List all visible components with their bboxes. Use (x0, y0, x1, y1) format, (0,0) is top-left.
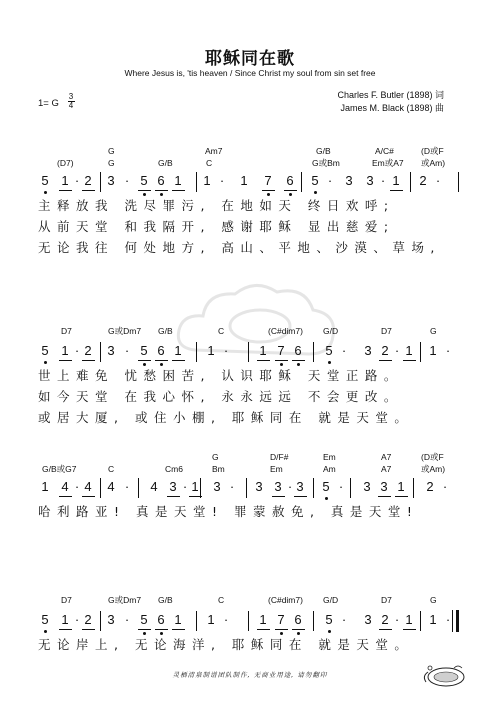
augmentation-dot: · (74, 343, 80, 358)
note: 3 (366, 173, 374, 188)
beam-underline (172, 629, 185, 630)
augmentation-dot: · (394, 343, 400, 358)
beam-underline (172, 190, 185, 191)
augmentation-dot: · (445, 343, 451, 358)
chord-symbol: D7 (61, 595, 72, 605)
octave-dot (44, 630, 47, 633)
chord-symbol: 或Am) (421, 464, 446, 474)
note: 3 (107, 343, 115, 358)
chord-symbol: D7 (381, 595, 392, 605)
barline (196, 172, 197, 192)
note: 3 (345, 173, 353, 188)
beam-underline (275, 629, 288, 630)
music-system (0, 316, 500, 436)
octave-dot (280, 363, 283, 366)
octave-dot (325, 497, 328, 500)
barline (248, 611, 249, 631)
note: 3 (364, 612, 372, 627)
note: 6 (294, 343, 302, 358)
lyric-line: 从前天堂 和我隔开, 感谢耶稣 显出慈爱; (38, 219, 395, 234)
composer-credit: James M. Black (1898) 曲 (340, 103, 444, 113)
beam-underline (82, 496, 95, 497)
note: 1 (240, 173, 248, 188)
beam-underline (59, 496, 72, 497)
chord-symbol: C (218, 326, 225, 336)
song-title: 耶稣同在歌 (205, 49, 295, 69)
beam-underline (138, 360, 151, 361)
barline (313, 342, 314, 362)
note: 4 (150, 479, 158, 494)
octave-dot (160, 632, 163, 635)
notation-row (0, 613, 500, 635)
note: 1 (405, 343, 413, 358)
chord-symbol: D/F# (270, 452, 289, 462)
beam-underline (262, 190, 275, 191)
beam-underline (155, 629, 168, 630)
beam-underline (167, 496, 180, 497)
note: 3 (213, 479, 221, 494)
note: 2 (84, 612, 92, 627)
note: 6 (157, 343, 165, 358)
lyric-line: 世上难免 忧愁困苦, 认识耶稣 天堂正路。 (38, 368, 403, 383)
lyricist-credit: Charles F. Butler (1898) 词 (337, 90, 444, 100)
augmentation-dot: · (341, 612, 347, 627)
octave-dot (267, 193, 270, 196)
chord-symbol: G (108, 146, 115, 156)
octave-dot (143, 363, 146, 366)
note: 6 (286, 173, 294, 188)
team-logo-icon (420, 662, 466, 688)
barline (301, 172, 302, 192)
barline (413, 478, 414, 498)
chord-symbol: C (108, 464, 115, 474)
beam-underline (275, 360, 288, 361)
note: 5 (41, 343, 49, 358)
augmentation-dot: · (287, 479, 293, 494)
chord-symbol: G/B或G7 (42, 464, 77, 474)
chord-symbol: G (212, 452, 219, 462)
beam-underline (138, 629, 151, 630)
barline (138, 478, 139, 498)
note: 1 (429, 612, 437, 627)
note: 1 (174, 173, 182, 188)
chord-symbol: G/B (158, 595, 173, 605)
beam-underline (257, 629, 270, 630)
note: 2 (84, 173, 92, 188)
chord-symbol: G (430, 595, 437, 605)
final-barline-thick (456, 610, 459, 632)
octave-dot (289, 193, 292, 196)
octave-dot (314, 191, 317, 194)
note: 3 (380, 479, 388, 494)
beam-underline (172, 360, 185, 361)
octave-dot (297, 632, 300, 635)
note: 5 (140, 173, 148, 188)
beam-underline (59, 190, 72, 191)
note: 1 (429, 343, 437, 358)
augmentation-dot: · (394, 612, 400, 627)
barline (196, 611, 197, 631)
beam-underline (284, 190, 297, 191)
chord-symbol: G/D (323, 326, 339, 336)
chord-symbol: G/B (158, 158, 173, 168)
beam-underline (59, 360, 72, 361)
lyric-line: 主释放我 洗尽罪污, 在地如天 终日欢呼; (38, 198, 395, 213)
octave-dot (297, 363, 300, 366)
augmentation-dot: · (124, 612, 130, 627)
note: 3 (364, 343, 372, 358)
note: 3 (363, 479, 371, 494)
augmentation-dot: · (124, 479, 130, 494)
note: 7 (277, 343, 285, 358)
chord-symbol: Em或A7 (372, 158, 404, 168)
augmentation-dot: · (327, 173, 333, 188)
barline (350, 478, 351, 498)
octave-dot (328, 361, 331, 364)
note: 1 (397, 479, 405, 494)
augmentation-dot: · (74, 173, 80, 188)
note: 1 (174, 612, 182, 627)
barline (313, 478, 314, 498)
chord-symbol: G/B (316, 146, 331, 156)
barline (420, 611, 421, 631)
chord-symbol: (C#dim7) (268, 326, 303, 336)
augmentation-dot: · (223, 612, 229, 627)
lyric-line: 或居大厦, 或住小棚, 耶稣同在 就是天堂。 (38, 410, 414, 425)
final-barline-thin (452, 610, 453, 632)
augmentation-dot: · (223, 343, 229, 358)
note: 3 (107, 612, 115, 627)
footer-note: 灵栖清泉制谱团队制作, 无商业用途, 请勿翻印 (172, 671, 328, 679)
note: 5 (140, 612, 148, 627)
augmentation-dot: · (74, 479, 80, 494)
beam-underline (294, 496, 307, 497)
beam-underline (403, 360, 416, 361)
chord-symbol: Am (323, 464, 336, 474)
octave-dot (160, 193, 163, 196)
chord-symbol: G/B (158, 326, 173, 336)
beam-underline (395, 496, 408, 497)
chord-symbol: G或Bm (312, 158, 340, 168)
note: 3 (274, 479, 282, 494)
chord-symbol: D7 (61, 326, 72, 336)
note: 5 (140, 343, 148, 358)
chord-symbol: A7 (381, 464, 392, 474)
chord-symbol: G (430, 326, 437, 336)
key-signature: 1= G (38, 98, 59, 109)
beam-underline (257, 360, 270, 361)
barline (100, 342, 101, 362)
octave-dot (143, 632, 146, 635)
chord-symbol: G或Dm7 (108, 326, 142, 336)
octave-dot (160, 363, 163, 366)
note: 4 (61, 479, 69, 494)
notation-row (0, 344, 500, 366)
note: 1 (61, 173, 69, 188)
lyric-line: 无论岸上, 无论海洋, 耶稣同在 就是天堂。 (38, 637, 414, 652)
beam-underline (155, 360, 168, 361)
note: 1 (61, 343, 69, 358)
note: 3 (169, 479, 177, 494)
chord-symbol: A7 (381, 452, 392, 462)
beam-underline (138, 190, 151, 191)
chord-symbol: 或Am) (421, 158, 446, 168)
note: 4 (84, 479, 92, 494)
augmentation-dot: · (380, 173, 386, 188)
barline (313, 611, 314, 631)
note: 1 (392, 173, 400, 188)
song-subtitle: Where Jesus is, 'tis heaven / Since Christ my soul from sin set free (124, 68, 376, 78)
note: 1 (259, 612, 267, 627)
augmentation-dot: · (124, 173, 130, 188)
beam-underline (292, 360, 305, 361)
augmentation-dot: · (124, 343, 130, 358)
beam-underline (378, 496, 391, 497)
beam-underline (379, 629, 392, 630)
barline (248, 342, 249, 362)
chord-symbol: G (108, 158, 115, 168)
note: 3 (255, 479, 263, 494)
augmentation-dot: · (435, 173, 441, 188)
chord-symbol: (D或F (421, 146, 444, 156)
chord-symbol: A/C# (375, 146, 394, 156)
augmentation-dot: · (219, 173, 225, 188)
chord-symbol: Cm6 (165, 464, 183, 474)
chord-symbol: C (218, 595, 225, 605)
barline (100, 172, 101, 192)
beam-underline (379, 360, 392, 361)
barline (100, 611, 101, 631)
note: 6 (157, 173, 165, 188)
note: 1 (207, 612, 215, 627)
chord-symbol: Em (270, 464, 283, 474)
note: 1 (191, 479, 199, 494)
augmentation-dot: · (341, 343, 347, 358)
time-signature-top: 3 (68, 92, 74, 101)
beam-underline (82, 360, 95, 361)
note: 1 (207, 343, 215, 358)
note: 1 (61, 612, 69, 627)
beam-underline (155, 190, 168, 191)
chord-symbol: (D7) (57, 158, 74, 168)
music-system (0, 452, 500, 572)
chord-symbol: G/D (323, 595, 339, 605)
augmentation-dot: · (229, 479, 235, 494)
augmentation-dot: · (338, 479, 344, 494)
beam-underline (390, 190, 403, 191)
chord-symbol: (C#dim7) (268, 595, 303, 605)
note: 5 (41, 173, 49, 188)
chord-symbol: (D或F (421, 452, 444, 462)
barline (458, 172, 459, 192)
chord-symbol: C (206, 158, 213, 168)
octave-dot (328, 630, 331, 633)
barline (100, 478, 101, 498)
note: 5 (322, 479, 330, 494)
chord-symbol: D7 (381, 326, 392, 336)
note: 1 (203, 173, 211, 188)
notation-row (0, 174, 500, 196)
augmentation-dot: · (445, 612, 451, 627)
note: 2 (84, 343, 92, 358)
barline (196, 342, 197, 362)
note: 6 (157, 612, 165, 627)
note: 2 (381, 612, 389, 627)
beam-underline (59, 629, 72, 630)
notation-row (0, 480, 500, 502)
beam-underline (272, 496, 285, 497)
barline (420, 342, 421, 362)
beam-underline (403, 629, 416, 630)
music-system (0, 146, 500, 266)
barline (246, 478, 247, 498)
note: 3 (296, 479, 304, 494)
note: 2 (381, 343, 389, 358)
note: 1 (174, 343, 182, 358)
octave-dot (280, 632, 283, 635)
note: 5 (325, 343, 333, 358)
barline (200, 478, 201, 498)
octave-dot (44, 191, 47, 194)
note: 5 (311, 173, 319, 188)
chord-symbol: Em (323, 452, 336, 462)
augmentation-dot: · (442, 479, 448, 494)
chord-symbol: Am7 (205, 146, 223, 156)
note: 2 (426, 479, 434, 494)
note: 1 (259, 343, 267, 358)
beam-underline (82, 629, 95, 630)
lyric-line: 如今天堂 在我心怀, 永永远远 不会更改。 (38, 389, 403, 404)
augmentation-dot: · (74, 612, 80, 627)
augmentation-dot: · (182, 479, 188, 494)
octave-dot (143, 193, 146, 196)
octave-dot (44, 361, 47, 364)
chord-symbol: G或Dm7 (108, 595, 142, 605)
note: 4 (107, 479, 115, 494)
note: 5 (325, 612, 333, 627)
note: 1 (41, 479, 49, 494)
time-signature-bottom: 4 (68, 101, 74, 110)
note: 3 (107, 173, 115, 188)
barline (410, 172, 411, 192)
beam-underline (292, 629, 305, 630)
note: 1 (405, 612, 413, 627)
note: 2 (419, 173, 427, 188)
lyric-line: 无论我往 何处地方, 高山、平地、沙漠、草场, (38, 240, 441, 255)
note: 5 (41, 612, 49, 627)
note: 7 (264, 173, 272, 188)
note: 6 (294, 612, 302, 627)
note: 7 (277, 612, 285, 627)
lyric-line: 哈利路亚! 真是天堂! 罪蒙赦免, 真是天堂! (38, 504, 419, 519)
time-signature (66, 93, 76, 110)
beam-underline (82, 190, 95, 191)
chord-symbol: Bm (212, 464, 225, 474)
